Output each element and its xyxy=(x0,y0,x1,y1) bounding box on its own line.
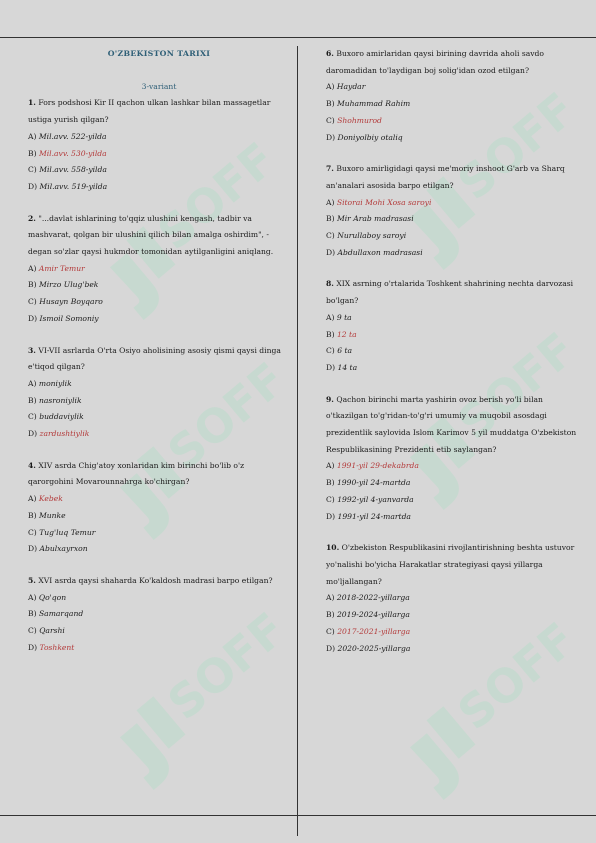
option-letter: C) xyxy=(28,412,37,422)
answer-option xyxy=(326,492,578,509)
option-letter: C) xyxy=(326,346,335,356)
option-text: Kebek xyxy=(38,494,63,504)
option-letter: C) xyxy=(28,297,37,307)
answer-option xyxy=(28,129,290,146)
option-text: Amir Temur xyxy=(38,263,85,273)
answer-option xyxy=(28,261,290,278)
answer-option xyxy=(28,541,290,558)
question-text xyxy=(326,46,578,79)
question-text xyxy=(28,211,290,261)
question-item xyxy=(28,573,290,657)
option-letter: B) xyxy=(326,214,335,224)
option-letter: C) xyxy=(28,165,37,175)
question-number: 4. xyxy=(28,460,36,470)
option-text: nasroniylik xyxy=(38,395,82,405)
option-text: Mil.avv. 530-yilda xyxy=(38,148,107,158)
option-letter: D) xyxy=(326,362,336,372)
answer-option xyxy=(326,130,578,147)
question-body: XVI asrda qaysi shaharda Ko'kaldosh madrasi barpo etilgan? xyxy=(38,575,273,585)
right-column xyxy=(326,46,578,657)
question-number: 6. xyxy=(326,49,334,58)
question-text xyxy=(326,276,578,309)
question-number: 5. xyxy=(28,575,36,585)
svg-text:SOFF: SOFF xyxy=(147,140,270,261)
question-number: 8. xyxy=(326,279,334,289)
answer-option xyxy=(326,211,578,228)
option-letter: B) xyxy=(28,510,37,520)
top-rule xyxy=(0,37,596,38)
answer-option xyxy=(28,179,290,196)
question-number: 3. xyxy=(28,345,36,355)
question-text xyxy=(28,573,290,590)
svg-text:SOFF: SOFF xyxy=(447,90,570,211)
option-letter: D) xyxy=(28,429,38,439)
question-item xyxy=(326,276,578,376)
right-question-list xyxy=(326,46,578,657)
question-body: XIV asrda Chig'atoy xonlaridan kim birinchi bo'lib o'z qarorgohini Movarounnahrga ko'chirgan? xyxy=(28,460,245,487)
option-text: Mil.avv. 522-yilda xyxy=(38,131,107,141)
answer-option xyxy=(326,607,578,624)
option-text: Muhammad Rahim xyxy=(336,99,411,109)
question-number: 7. xyxy=(326,164,334,174)
answer-option xyxy=(326,327,578,344)
question-text xyxy=(326,161,578,194)
left-question-list xyxy=(28,95,290,656)
option-text: moniylik xyxy=(38,378,72,388)
question-item xyxy=(326,161,578,261)
answer-option xyxy=(326,113,578,130)
option-letter: D) xyxy=(326,643,336,653)
answer-option xyxy=(28,409,290,426)
svg-text:SOFF: SOFF xyxy=(447,330,570,451)
option-text: zardushtiylik xyxy=(39,429,90,439)
option-text: Mil.avv. 558-yilda xyxy=(39,165,107,175)
question-body: "...davlat ishlarining to'qqiz ulushini kengash, tadbir va mashvarat, qolgan bir ulushini qilich bilan amalga oshirdim", - degan so'zlar qaysi hukmdor tomonidan aytilganligini aniqlang. xyxy=(28,213,274,257)
option-letter: C) xyxy=(326,115,335,125)
option-text: Qarshi xyxy=(39,626,65,636)
option-text: Mir Arab madrasasi xyxy=(336,214,414,224)
option-text: Toshkent xyxy=(39,642,75,652)
option-letter: A) xyxy=(28,263,37,273)
option-text: 9 ta xyxy=(336,312,352,322)
answer-option xyxy=(28,393,290,410)
option-letter: B) xyxy=(28,395,37,405)
question-item xyxy=(28,458,290,558)
bottom-rule xyxy=(0,815,596,816)
option-letter: A) xyxy=(28,378,37,388)
option-text: 6 ta xyxy=(337,346,353,356)
left-column xyxy=(28,46,290,657)
option-text: Abdullaxon madrasasi xyxy=(337,247,423,257)
option-letter: D) xyxy=(326,511,336,521)
option-text: Haydar xyxy=(336,82,366,92)
answer-option xyxy=(28,623,290,640)
option-text: Mirzo Ulug'bek xyxy=(38,280,99,290)
question-item xyxy=(28,343,290,443)
answer-option xyxy=(28,606,290,623)
answer-option xyxy=(28,508,290,525)
answer-option xyxy=(326,245,578,262)
question-body: Buxoro amirligidagi qaysi me'moriy inshoot G'arb va Sharq an'analari asosida barpo etilgan? xyxy=(326,164,565,190)
option-letter: C) xyxy=(326,231,335,241)
answer-option xyxy=(28,376,290,393)
svg-text:SOFF: SOFF xyxy=(447,620,570,741)
answer-option xyxy=(28,162,290,179)
question-body: Buxoro amirlaridan qaysi birining davrida aholi savdo daromadidan to'laydigan boj solig'idan ozod etilgan? xyxy=(326,49,544,75)
question-number: 9. xyxy=(326,394,334,404)
question-body: XIX asrning o'rtalarida Toshkent shahrining nechta darvozasi bo'lgan? xyxy=(326,279,574,306)
option-text: Tug'luq Temur xyxy=(39,527,96,537)
question-item xyxy=(326,46,578,146)
option-letter: B) xyxy=(326,610,335,620)
answer-option xyxy=(326,79,578,96)
option-letter: C) xyxy=(28,527,37,537)
option-letter: B) xyxy=(326,329,335,339)
answer-option xyxy=(326,96,578,113)
option-letter: C) xyxy=(326,626,335,636)
option-text: 1990-yil 24-martda xyxy=(336,478,411,488)
answer-option xyxy=(326,360,578,377)
svg-text:SOFF: SOFF xyxy=(157,360,280,481)
answer-option xyxy=(326,228,578,245)
answer-option xyxy=(326,195,578,212)
option-text: Mil.avv. 519-yilda xyxy=(39,181,108,191)
option-text: Abulxayrxon xyxy=(39,544,88,554)
question-item xyxy=(28,95,290,195)
question-number: 1. xyxy=(28,98,36,108)
answer-option xyxy=(28,146,290,163)
option-text: Doniyolbiy otaliq xyxy=(337,132,403,142)
option-letter: D) xyxy=(28,642,38,652)
option-text: Sitorai Mohi Xosa saroyi xyxy=(336,197,432,207)
answer-option xyxy=(28,426,290,443)
option-letter: B) xyxy=(326,478,335,488)
question-item xyxy=(326,540,578,657)
option-text: Munke xyxy=(38,510,66,520)
question-text xyxy=(326,540,578,590)
option-text: Qo'qon xyxy=(38,592,67,602)
option-text: Samarqand xyxy=(38,609,84,619)
page-title: O'ZBEKISTON TARIXI xyxy=(107,49,211,58)
answer-option xyxy=(326,641,578,658)
option-letter: B) xyxy=(28,609,37,619)
question-item xyxy=(28,211,290,328)
variant-label: 3-variant xyxy=(141,81,177,91)
option-text: 2018-2022-yillarga xyxy=(336,593,410,603)
option-text: 1991-yil 29-dekabrda xyxy=(336,461,419,471)
question-body: Qachon birinchi marta yashirin ovoz berish yo'li bilan o'tkazilgan to'g'ridan-to'g'ri umumiy va muqobil asosdagi prezidentlik saylovida Islom Karimov 5 yil muddatga O'zbekiston Respublikasining Prezidenti etib saylangan? xyxy=(326,394,577,454)
option-letter: B) xyxy=(28,280,37,290)
question-text xyxy=(28,343,290,376)
option-letter: D) xyxy=(326,132,336,142)
answer-option xyxy=(326,509,578,526)
question-body: VI-VII asrlarda O'rta Osiyo aholisining asosiy qismi qaysi dinga e'tiqod qilgan? xyxy=(28,345,281,372)
question-text xyxy=(28,95,290,128)
option-letter: B) xyxy=(326,99,335,109)
question-text xyxy=(28,458,290,491)
option-letter: A) xyxy=(326,197,335,207)
option-text: 2020-2025-yillarga xyxy=(337,643,411,653)
option-letter: D) xyxy=(28,181,38,191)
option-letter: A) xyxy=(326,82,335,92)
option-letter: C) xyxy=(28,626,37,636)
answer-option xyxy=(326,310,578,327)
question-body: Fors podshosi Kir II qachon ulkan lashkar bilan massagetlar ustiga yurish qilgan? xyxy=(28,98,271,125)
option-letter: A) xyxy=(326,312,335,322)
option-letter: A) xyxy=(28,494,37,504)
option-text: 14 ta xyxy=(337,362,358,372)
option-text: Shohmurod xyxy=(337,115,382,125)
answer-option xyxy=(28,590,290,607)
answer-option xyxy=(28,640,290,657)
answer-option xyxy=(326,624,578,641)
option-letter: A) xyxy=(28,592,37,602)
option-text: buddaviylik xyxy=(39,412,84,422)
option-text: Nurullaboy saroyi xyxy=(337,231,407,241)
option-letter: B) xyxy=(28,148,37,158)
option-letter: A) xyxy=(326,593,335,603)
answer-option xyxy=(28,311,290,328)
column-divider xyxy=(297,46,298,836)
answer-option xyxy=(326,590,578,607)
option-letter: A) xyxy=(326,461,335,471)
option-text: 1992-yil 4-yanvarda xyxy=(337,494,414,504)
question-number: 2. xyxy=(28,213,36,223)
svg-text:SOFF: SOFF xyxy=(157,610,280,731)
answer-option xyxy=(28,294,290,311)
answer-option xyxy=(326,458,578,475)
option-text: 2017-2021-yillarga xyxy=(337,626,411,636)
question-item xyxy=(326,392,578,526)
answer-option xyxy=(326,343,578,360)
option-text: Husayn Boyqaro xyxy=(39,297,103,307)
option-text: 2019-2024-yillarga xyxy=(336,610,410,620)
answer-option xyxy=(28,525,290,542)
answer-option xyxy=(28,491,290,508)
question-text xyxy=(326,392,578,459)
answer-option xyxy=(326,475,578,492)
option-letter: D) xyxy=(28,544,38,554)
question-number: 10. xyxy=(326,543,340,553)
option-text: 12 ta xyxy=(336,329,357,339)
answer-option xyxy=(28,277,290,294)
option-letter: D) xyxy=(28,313,38,323)
option-letter: D) xyxy=(326,247,336,257)
option-letter: C) xyxy=(326,494,335,504)
option-text: Ismoil Somoniy xyxy=(39,313,99,323)
question-body: O'zbekiston Respublikasini rivojlantirishning beshta ustuvor yo'nalishi bo'yicha Harakatlar strategiyasi qaysi yillarga mo'ljallangan? xyxy=(326,543,575,586)
option-text: 1991-yil 24-martda xyxy=(337,511,411,521)
option-letter: A) xyxy=(28,131,37,141)
